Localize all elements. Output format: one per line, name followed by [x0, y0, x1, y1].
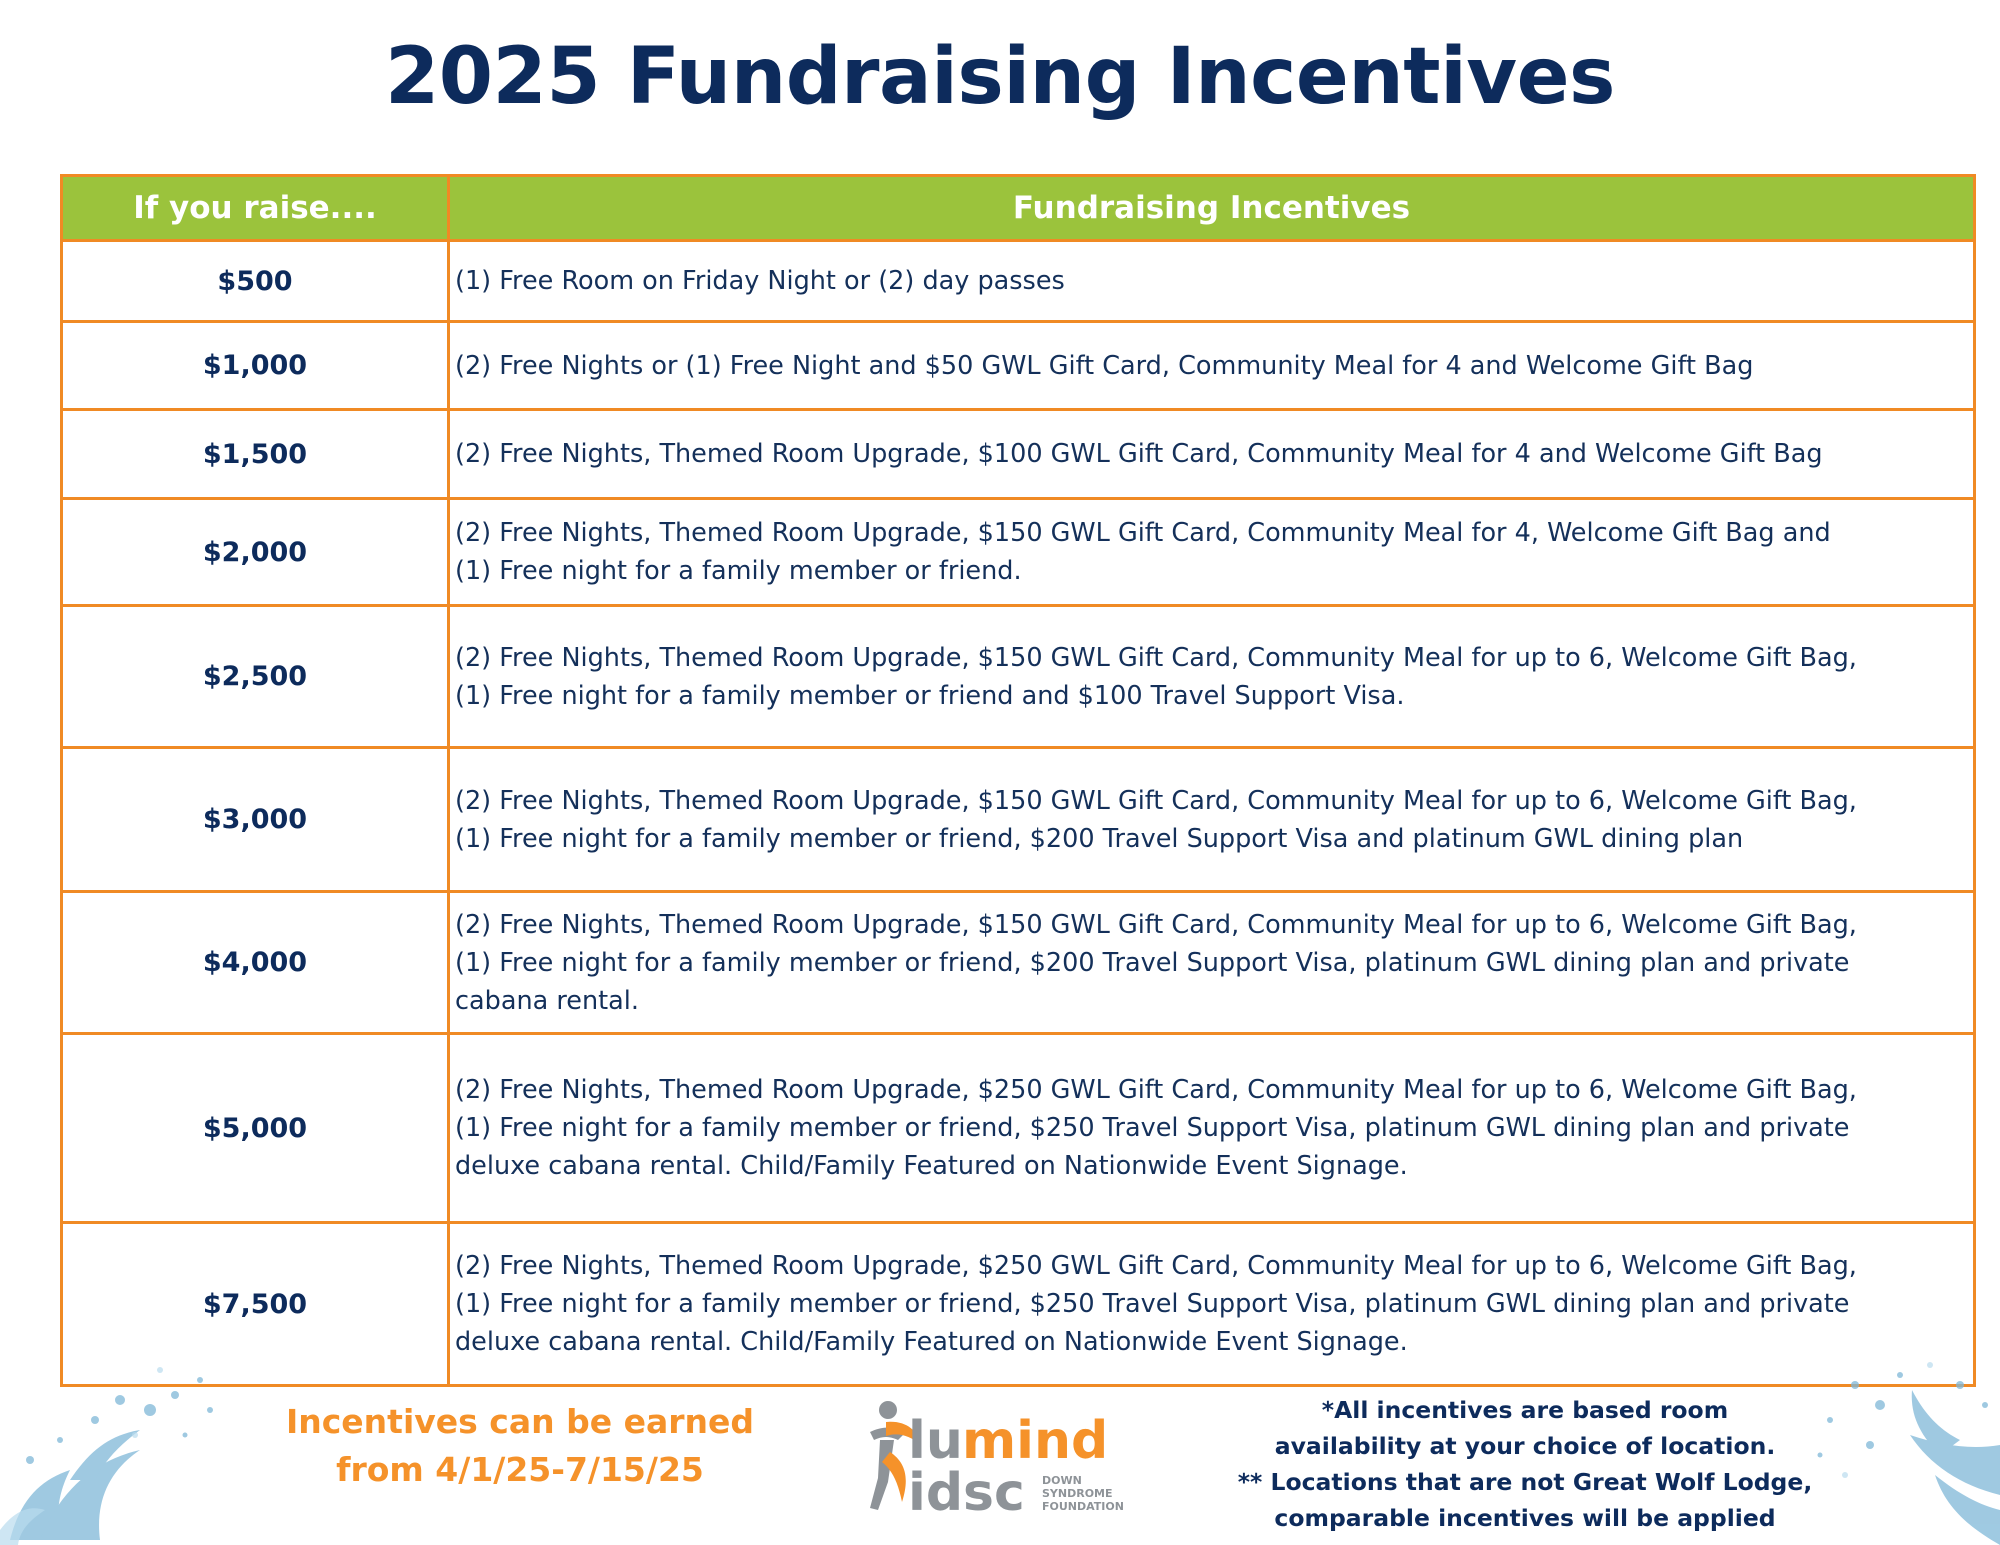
table-row: [62, 1034, 1975, 1223]
incentive-line: (1) Free night for a family member or friend, $200 Travel Support Visa and platinum GWL dining plan: [455, 823, 1744, 854]
incentive-description: [449, 748, 1975, 892]
table-row: [62, 322, 1975, 410]
earning-period-line: Incentives can be earned: [285, 1402, 755, 1441]
disclaimer-line: availability at your choice of location.: [1274, 1432, 1776, 1460]
incentive-line: deluxe cabana rental. Child/Family Featured on Nationwide Event Signage.: [455, 1151, 1408, 1181]
raise-amount: $500: [62, 241, 449, 322]
table-row: [62, 748, 1975, 892]
raise-amount: $7,500: [62, 1223, 449, 1386]
table-row: [62, 241, 1975, 322]
incentive-description: [449, 606, 1975, 748]
page-title: 2025 Fundraising Incentives: [385, 32, 1615, 122]
raise-amount: $1,500: [62, 410, 449, 499]
availability-disclaimer: [1210, 1392, 1840, 1536]
incentive-line: (1) Free night for a family member or friend.: [455, 556, 1022, 586]
table-row: [62, 1223, 1975, 1386]
incentive-line: cabana rental.: [455, 985, 639, 1016]
logo-tagline-3: FOUNDATION: [1042, 1500, 1124, 1513]
incentive-line: (1) Free night for a family member or friend, $250 Travel Support Visa, platinum GWL dining plan and private: [455, 1289, 1850, 1319]
raise-amount: $5,000: [62, 1034, 449, 1223]
logo-word-mind: mind: [962, 1411, 1109, 1471]
disclaimer-line: *All incentives are based room: [1321, 1396, 1729, 1424]
incentive-line: (1) Free night for a family member or friend and $100 Travel Support Visa.: [455, 680, 1405, 711]
lumind-idsc-logo: [850, 1392, 1150, 1517]
disclaimer-line: ** Locations that are not Great Wolf Lodge,: [1237, 1468, 1813, 1496]
incentive-line: (2) Free Nights, Themed Room Upgrade, $150 GWL Gift Card, Community Meal for up to 6, Welcome Gift Bag,: [455, 909, 1857, 940]
raise-amount: $3,000: [62, 748, 449, 892]
water-splash-left-icon: [0, 1340, 260, 1545]
logo-graphic-icon: [850, 1392, 1150, 1517]
incentive-line: (2) Free Nights, Themed Room Upgrade, $100 GWL Gift Card, Community Meal for 4 and Welcome Gift Bag: [455, 439, 1823, 469]
earning-period-dates: from 4/1/25-7/15/25: [336, 1450, 704, 1489]
incentive-line: (2) Free Nights, Themed Room Upgrade, $150 GWL Gift Card, Community Meal for up to 6, Welcome Gift Bag,: [455, 642, 1857, 673]
incentive-description: [449, 1223, 1975, 1386]
incentive-line: (2) Free Nights, Themed Room Upgrade, $150 GWL Gift Card, Community Meal for 4, Welcome Gift Bag and: [455, 518, 1831, 548]
incentive-line: (1) Free night for a family member or friend, $250 Travel Support Visa, platinum GWL dining plan and private: [455, 1113, 1850, 1143]
incentive-line: deluxe cabana rental. Child/Family Featured on Nationwide Event Signage.: [455, 1327, 1408, 1357]
incentive-description: [449, 1034, 1975, 1223]
incentives-table: [60, 174, 1976, 1387]
disclaimer-line: comparable incentives will be applied: [1274, 1504, 1776, 1532]
incentive-description: [449, 892, 1975, 1034]
incentive-description: [449, 322, 1975, 410]
column-header-amount: If you raise....: [62, 176, 449, 241]
logo-word-idsc: idsc: [908, 1463, 1025, 1517]
logo-word-lu: lu: [908, 1411, 963, 1471]
incentive-line: (2) Free Nights or (1) Free Night and $50 GWL Gift Card, Community Meal for 4 and Welcome Gift Bag: [455, 350, 1754, 381]
logo-tagline-2: SYNDROME: [1042, 1487, 1113, 1500]
logo-tagline-1: DOWN: [1042, 1474, 1082, 1487]
raise-amount: $4,000: [62, 892, 449, 1034]
raise-amount: $1,000: [62, 322, 449, 410]
incentive-line: (1) Free night for a family member or friend, $200 Travel Support Visa, platinum GWL dining plan and private: [455, 947, 1850, 978]
earning-period-note: [270, 1398, 770, 1494]
incentive-line: (2) Free Nights, Themed Room Upgrade, $150 GWL Gift Card, Community Meal for up to 6, Welcome Gift Bag,: [455, 785, 1857, 816]
incentive-description: [449, 241, 1975, 322]
incentive-description: [449, 499, 1975, 606]
table-row: [62, 606, 1975, 748]
incentive-description: [449, 410, 1975, 499]
table-row: [62, 892, 1975, 1034]
column-header-incentives: Fundraising Incentives: [449, 176, 1975, 241]
incentive-line: (1) Free Room on Friday Night or (2) day passes: [455, 266, 1065, 296]
table-row: [62, 499, 1975, 606]
incentive-line: (2) Free Nights, Themed Room Upgrade, $250 GWL Gift Card, Community Meal for up to 6, Welcome Gift Bag,: [455, 1251, 1857, 1281]
table-row: [62, 410, 1975, 499]
raise-amount: $2,000: [62, 499, 449, 606]
incentive-line: (2) Free Nights, Themed Room Upgrade, $250 GWL Gift Card, Community Meal for up to 6, Welcome Gift Bag,: [455, 1075, 1857, 1105]
raise-amount: $2,500: [62, 606, 449, 748]
table-header-row: [62, 176, 1975, 241]
